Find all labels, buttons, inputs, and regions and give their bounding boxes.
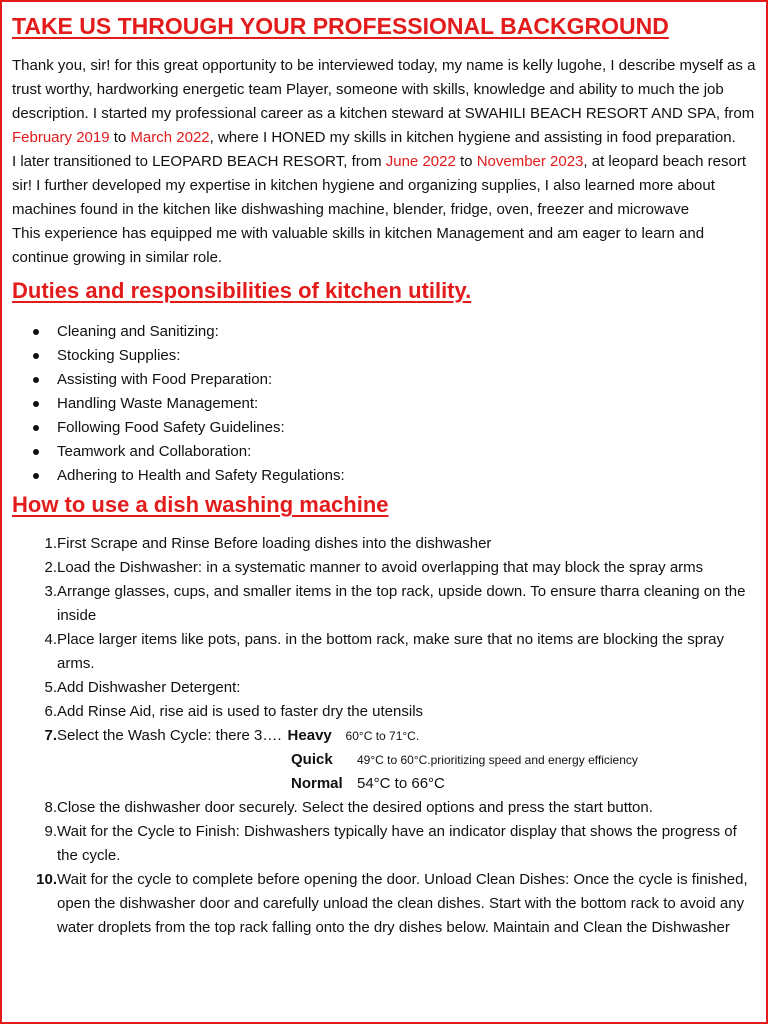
background-heading: TAKE US THROUGH YOUR PROFESSIONAL BACKGROUND: [12, 13, 669, 39]
step-number-text: 6.: [44, 703, 57, 720]
cycle-name: Quick: [291, 751, 333, 768]
cycle-detail: 49°C to 60°C.prioritizing speed and energy efficiency: [357, 753, 638, 767]
step-number-text: 5.: [44, 679, 57, 696]
list-item: Adhering to Health and Safety Regulations:: [33, 464, 756, 488]
step-number: [12, 796, 57, 820]
step-number: [12, 700, 57, 724]
step-number-text: 9.: [44, 823, 57, 840]
list-item: Stocking Supplies:: [33, 344, 756, 368]
step-number-text: 8.: [44, 799, 57, 816]
list-item: [12, 628, 756, 676]
dishwasher-steps: [12, 532, 756, 940]
background-paragraph-2: [12, 150, 756, 222]
paragraph-text: to: [109, 129, 131, 146]
duties-list: [12, 320, 756, 488]
step-text: Arrange glasses, cups, and smaller items in the top rack, upside down. To ensure tharra cleaning on the inside: [57, 583, 746, 624]
list-item: [12, 580, 756, 628]
duties-heading: Duties and responsibilities of kitchen utility.: [12, 278, 472, 303]
list-item: [12, 796, 756, 820]
step-number-text: 1.: [44, 535, 57, 552]
background-paragraph-3: This experience has equipped me with valuable skills in kitchen Management and am eager to learn and continue growing in similar role.: [12, 225, 705, 266]
step-text: Add Dishwasher Detergent:: [57, 679, 241, 696]
list-item: [12, 868, 756, 940]
cycle-row-quick: [12, 748, 756, 772]
step-number: [12, 676, 57, 700]
step-number-text: 4.: [44, 631, 57, 648]
step-number: [12, 724, 57, 748]
step-text: First Scrape and Rinse Before loading dishes into the dishwasher: [57, 535, 492, 552]
step-number: [12, 820, 57, 844]
list-item: [12, 532, 756, 556]
step-number: [12, 556, 57, 580]
step-number-text: 10.: [36, 871, 57, 888]
cycle-detail: 54°C to 66°C: [357, 775, 445, 792]
list-item: [12, 676, 756, 700]
background-paragraph-1: [12, 54, 756, 150]
cycle-detail: 60°C to 71°C.: [345, 729, 420, 743]
wash-cycle-row: [57, 724, 756, 748]
step-text-wash-cycle: [57, 724, 756, 748]
list-item: Assisting with Food Preparation:: [33, 368, 756, 392]
date-highlight: June 2022: [385, 153, 456, 170]
list-item: [12, 700, 756, 724]
list-item: [12, 724, 756, 748]
step-text: Close the dishwasher door securely. Select the desired options and press the start button.: [57, 799, 653, 816]
step-number: [12, 868, 57, 892]
wash-cycle-intro: Select the Wash Cycle: there 3….: [57, 727, 282, 744]
step-number-text: 7.: [44, 727, 57, 744]
step-text: Wait for the cycle to complete before opening the door. Unload Clean Dishes: Once the cycle is finished, open the dishwasher door and carefully unload the clean dishes. Start with the bottom rack to avoid any water droplets from the top rack falling onto the dry dishes below. Maintain and Clean the Dishwasher: [57, 871, 748, 936]
step-number: [12, 628, 57, 652]
date-highlight: February 2019: [12, 129, 110, 146]
cycle-name: Heavy: [287, 727, 332, 744]
dishwasher-heading: How to use a dish washing machine: [12, 492, 389, 517]
cycle-name: Normal: [291, 775, 343, 792]
step-number-text: 2.: [44, 559, 57, 576]
date-highlight: March 2022: [130, 129, 210, 146]
paragraph-text: , at leopard beach resort sir! I further developed my expertise in kitchen hygiene and organizing supplies, I also learned more about machines found in the kitchen like dishwashing machine, blender, fridge, oven, freezer and microwave: [12, 153, 747, 218]
step-text: Place larger items like pots, pans. in the bottom rack, make sure that no items are blocking the spray arms.: [57, 631, 724, 672]
list-item: Cleaning and Sanitizing:: [33, 320, 756, 344]
paragraph-text: Thank you, sir! for this great opportunity to be interviewed today, my name is kelly lugohe, I describe myself as a trust worthy, hardworking energetic team Player, someone with skills, knowledge and ability to much the job description. I started my professional career as a kitchen steward at SWAHILI BEACH RESORT AND SPA, from: [12, 57, 756, 122]
cycle-row-normal: [12, 772, 756, 796]
list-item: Teamwork and Collaboration:: [33, 440, 756, 464]
step-number: [12, 532, 57, 556]
step-text: Wait for the Cycle to Finish: Dishwashers typically have an indicator display that shows the progress of the cycle.: [57, 823, 737, 864]
list-item: Following Food Safety Guidelines:: [33, 416, 756, 440]
paragraph-text: I later transitioned to LEOPARD BEACH RESORT, from: [12, 153, 386, 170]
step-number-text: 3.: [44, 583, 57, 600]
list-item: [12, 556, 756, 580]
list-item: Handling Waste Management:: [33, 392, 756, 416]
step-number: [12, 580, 57, 604]
list-item: [12, 820, 756, 868]
date-highlight: November 2023: [476, 153, 584, 170]
paragraph-text: , where I HONED my skills in kitchen hygiene and assisting in food preparation.: [209, 129, 736, 146]
step-text: Load the Dishwasher: in a systematic manner to avoid overlapping that may block the spray arms: [57, 559, 704, 576]
step-text: Add Rinse Aid, rise aid is used to faster dry the utensils: [57, 703, 424, 720]
paragraph-text: to: [455, 153, 477, 170]
